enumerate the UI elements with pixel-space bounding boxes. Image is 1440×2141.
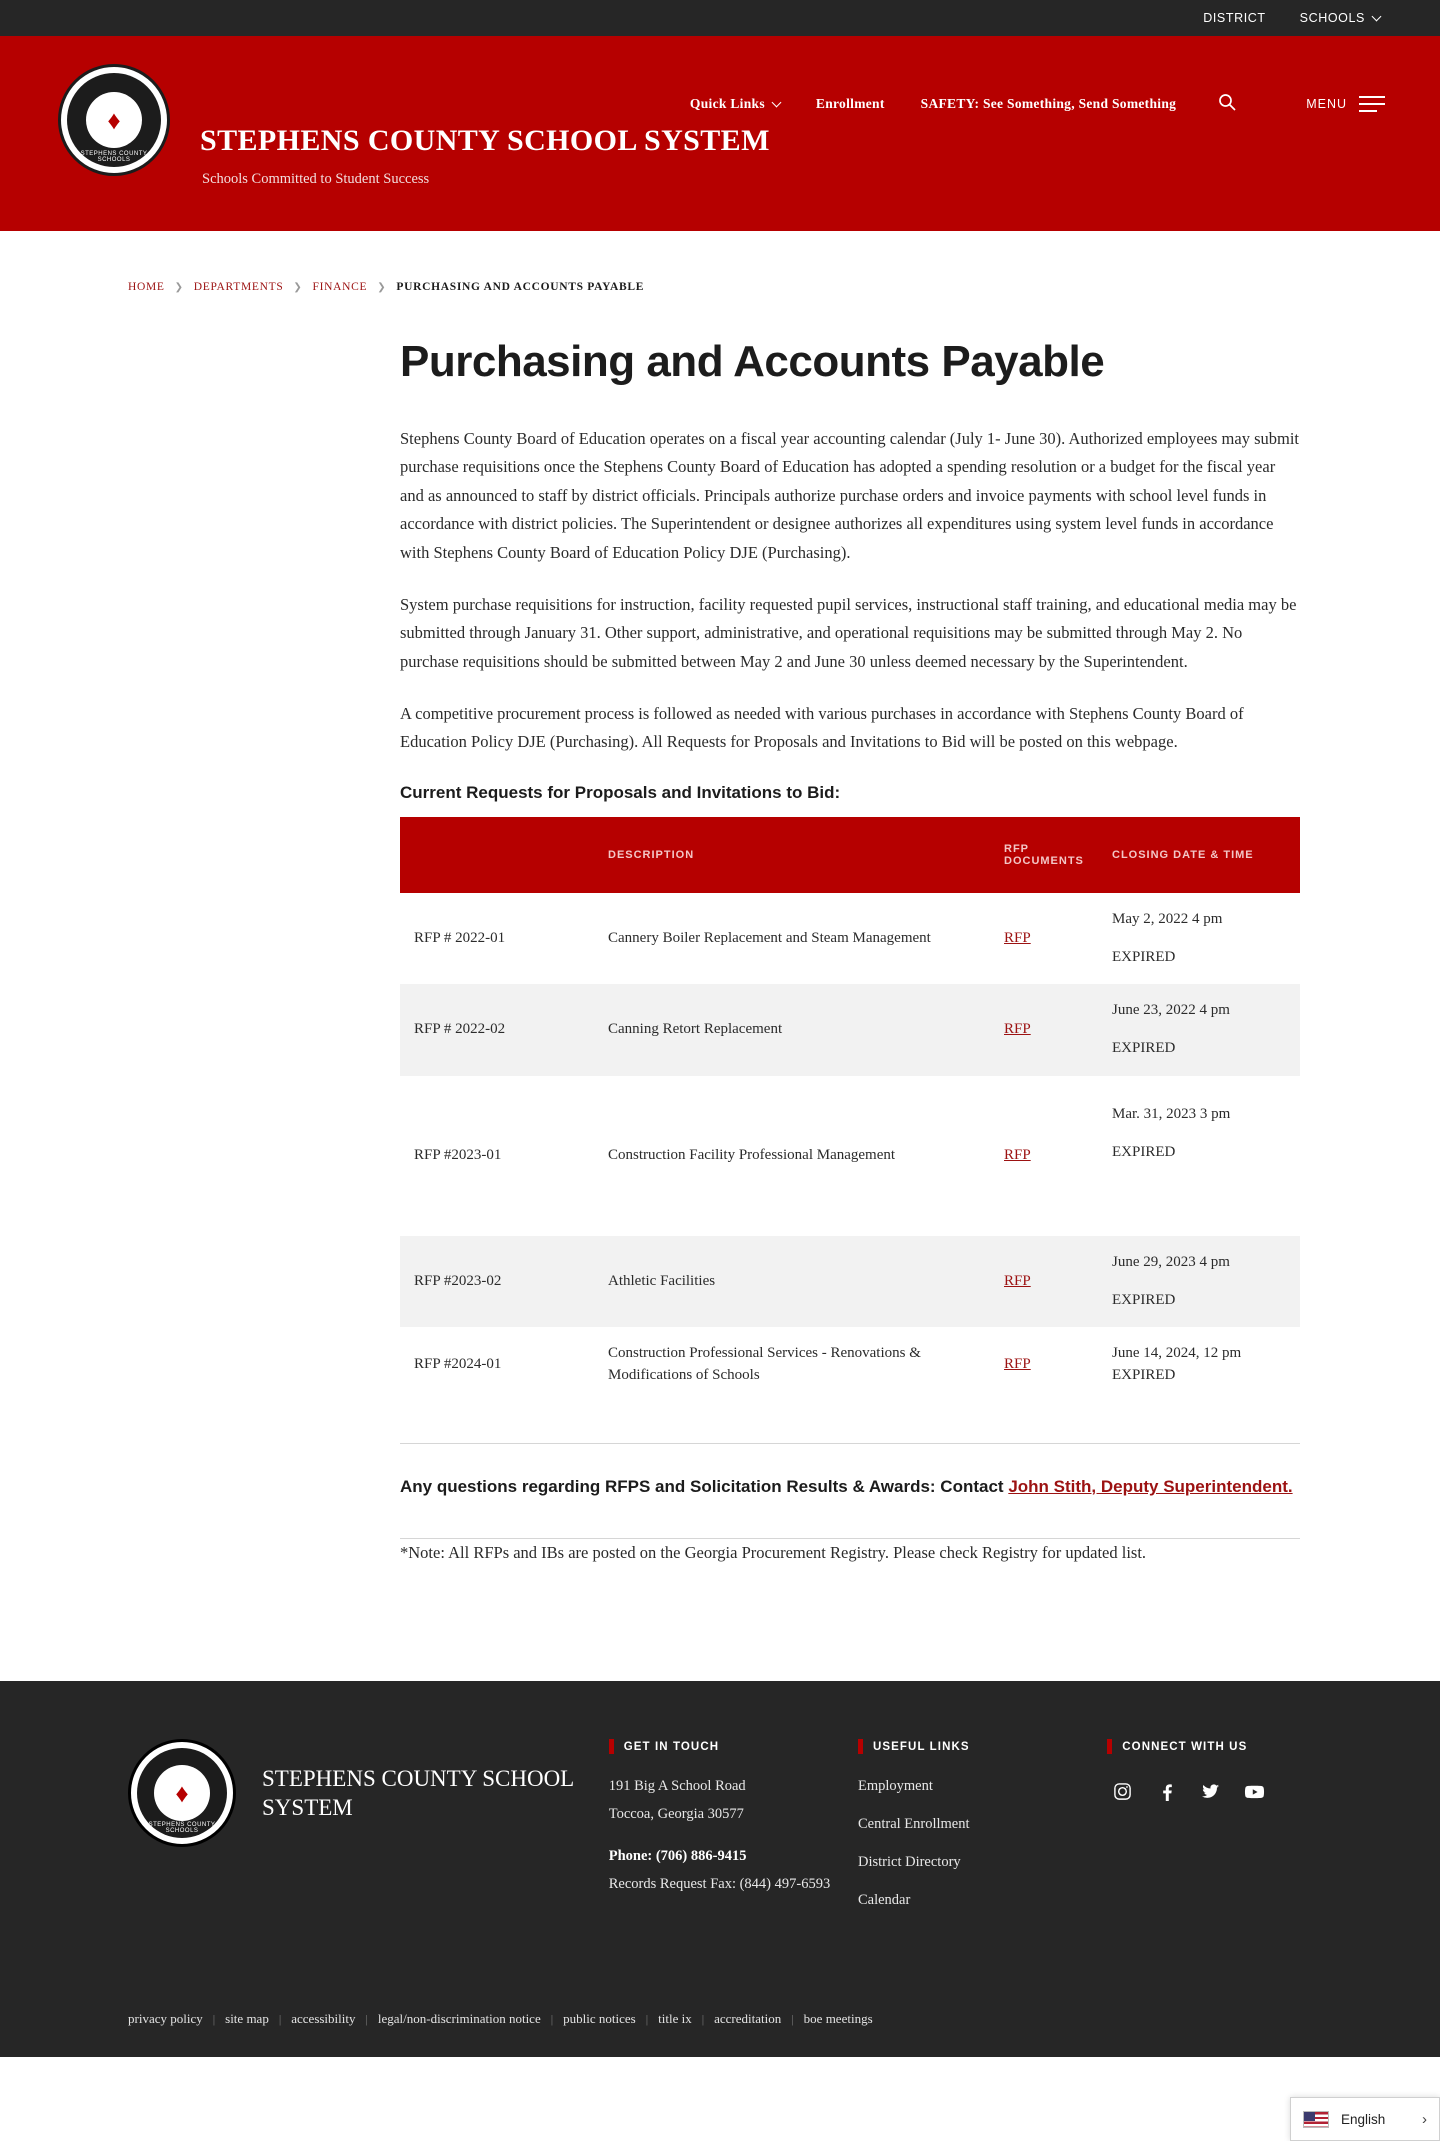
chevron-right-icon: ❯ [174,281,184,293]
language-label: English [1341,2111,1386,2127]
utility-item-district[interactable] [1203,11,1265,25]
table-row [400,893,1300,985]
table-row [400,984,1300,1076]
footer-heading-label: CONNECT WITH US [1122,1740,1248,1753]
main-content [0,281,1440,1681]
address-line-2: Toccoa, Georgia 30577 [608,1806,744,1823]
column-header-documents-line1: RFP [1004,842,1029,855]
phone-line [609,1846,858,1868]
breadcrumb-item-finance[interactable]: FINANCE [312,281,368,293]
menu-button[interactable] [1306,91,1385,117]
breadcrumb [128,281,1312,293]
accent-bar-icon [858,1739,863,1754]
link-divider: | [550,2011,554,2026]
address-line-1: 191 Big A School Road [608,1778,746,1795]
chevron-right-icon: ❯ [293,281,303,293]
logo-ring-text: STEPHENS COUNTY SCHOOLS [148,1822,216,1835]
column-header-id [400,817,598,893]
legal-link-accessibility[interactable]: accessibility [291,2011,356,2027]
twitter-icon[interactable] [1195,1776,1225,1806]
footer-brand [128,1739,609,1847]
rfp-link[interactable]: RFP [1004,1021,1031,1038]
status-badge: EXPIRED [1112,1291,1176,1308]
breadcrumb-item-home[interactable]: HOME [128,281,165,293]
table-header-row [400,817,1300,893]
chevron-right-icon: ❯ [377,281,387,293]
page-title: Purchasing and Accounts Payable [400,337,1105,386]
link-divider: | [365,2011,368,2026]
rfp-link[interactable]: RFP [1004,929,1031,946]
cell-document [994,1327,1102,1403]
nav-item-label: Quick Links [689,96,765,111]
cell-description: Athletic Facilities [598,1236,994,1328]
cell-closing [1102,1236,1300,1328]
link-divider: | [278,2011,282,2026]
chevron-down-icon [1372,12,1382,22]
logo-inner [67,73,161,167]
closing-date: June 23, 2022 4 pm [1112,1002,1230,1019]
breadcrumb-item-departments[interactable]: DEPARTMENTS [193,281,284,293]
cell-document [994,1236,1102,1328]
footer-heading-get-in-touch [609,1739,858,1754]
cell-document [994,893,1102,985]
link-divider: | [791,2011,794,2026]
phone-label: Phone: [608,1847,653,1864]
accent-bar-icon [609,1739,614,1754]
closing-date: Mar. 31, 2023 3 pm [1112,1105,1231,1122]
nav-item-label: SAFETY: See Something, Send Something [920,96,1177,111]
language-selector[interactable] [1290,2097,1440,2141]
social-icon-row [1107,1776,1312,1806]
column-header-description: DESCRIPTION [598,817,994,893]
article-body [400,425,1300,1567]
mascot-icon: ♦ [154,1765,210,1821]
cell-closing [1102,893,1300,985]
closing-date: June 29, 2023 4 pm [1112,1253,1230,1270]
utility-item-label: DISTRICT [1203,11,1266,25]
legal-link-non-discrimination[interactable]: legal/non-discrimination notice [377,2011,541,2027]
cell-id: RFP #2023-02 [400,1236,598,1328]
table-body [400,893,1300,1403]
table-row [400,1236,1300,1328]
footer-org-name: STEPHENS COUNTY SCHOOL SYSTEM [262,1765,574,1821]
footer-column-social [1107,1739,1312,1806]
mascot-icon: ♦ [86,92,142,148]
column-header-documents [994,817,1102,893]
link-divider: | [645,2011,649,2026]
divider [400,1443,1300,1444]
utility-bar [0,0,1440,36]
column-header-documents-line2: DOCUMENTS [1004,854,1084,867]
hamburger-icon [1359,91,1385,117]
contact-prefix: Any questions regarding RFPS and Solicitation Results & Awards: Contact [400,1476,1009,1496]
cell-id: RFP # 2022-02 [400,984,598,1076]
footer-link-district-directory[interactable]: District Directory [857,1853,961,1870]
primary-nav [654,91,1385,117]
footer-heading-label: USEFUL LINKS [872,1740,970,1753]
legal-link-privacy-policy[interactable]: privacy policy [128,2011,203,2027]
instagram-icon[interactable] [1107,1776,1137,1806]
footer-logo[interactable] [128,1739,236,1847]
cell-description: Canning Retort Replacement [598,984,994,1076]
nav-item-label: Enrollment [815,96,885,111]
cell-description: Construction Professional Services - Renovations & Modifications of Schools [608,1345,921,1383]
paragraph-3: A competitive procurement process is followed as needed with various purchases in accordance with Stephens County Board of Education Policy DJE (Purchasing). All Requests for Proposals and Invitations to Bid will be posted on this webpage. [400,704,1244,752]
column-header-closing: CLOSING DATE & TIME [1102,817,1300,893]
chevron-right-icon: › [1422,2110,1427,2128]
paragraph-2: System purchase requisitions for instruction, facility requested pupil services, instructional staff training, and educational media may be submitted through January 31. Other support, administrative, and operational requisitions may be submitted through May 2. No purchase requisitions should be submitted between May 2 and June 30 unless deemed necessary by the Superintendent. [400,594,1297,671]
status-badge: EXPIRED [1112,1367,1176,1383]
accent-bar-icon [1107,1739,1112,1754]
footer-heading-label: GET IN TOUCH [623,1740,720,1753]
cell-closing [1102,1076,1300,1236]
nav-item-safety[interactable] [921,96,1177,112]
registry-note: *Note: All RFPs and IBs are posted on the Georgia Procurement Registry. Please check Registry for updated list. [400,1543,1147,1563]
site-title: STEPHENS COUNTY SCHOOL SYSTEM [200,124,770,157]
youtube-icon[interactable] [1239,1776,1269,1806]
status-badge: EXPIRED [1112,1143,1176,1160]
site-header [0,36,1440,231]
rfp-table [400,817,1300,1403]
contact-line [400,1474,1300,1500]
nav-item-enrollment[interactable] [816,96,885,112]
logo-inner [137,1748,227,1838]
status-badge: EXPIRED [1112,948,1176,965]
rfp-link[interactable]: RFP [1004,1146,1031,1163]
section-heading: Current Requests for Proposals and Invitations to Bid: [400,782,841,802]
footer-link-calendar[interactable]: Calendar [857,1891,911,1908]
table-header [400,817,1300,893]
legal-link-accreditation[interactable]: accreditation [714,2011,782,2027]
fax-line: Records Request Fax: (844) 497-6593 [608,1875,831,1892]
closing-date: June 14, 2024, 12 pm [1112,1345,1242,1362]
rfp-link[interactable]: RFP [1004,1272,1031,1289]
legal-link-public-notices[interactable]: public notices [563,2011,636,2027]
cell-id: RFP #2023-01 [414,1146,502,1163]
cell-id: RFP #2024-01 [414,1356,502,1373]
link-divider: | [701,2011,705,2026]
phone-number: (706) 886-9415 [655,1847,747,1864]
table-row [400,1076,1300,1236]
site-tagline: Schools Committed to Student Success [202,171,430,187]
footer-heading-useful-links [858,1739,1107,1754]
logo-ring-text: STEPHENS COUNTY SCHOOLS [80,151,148,163]
rfp-link[interactable]: RFP [1004,1356,1031,1373]
us-flag-icon [1303,2111,1329,2128]
legal-link-title-ix[interactable]: title ix [658,2011,692,2027]
footer-link-employment[interactable]: Employment [857,1778,933,1795]
status-badge: EXPIRED [1112,1040,1176,1056]
cell-id: RFP # 2022-01 [414,929,506,946]
footer-heading-connect [1107,1739,1312,1754]
legal-link-site-map[interactable]: site map [225,2011,269,2027]
site-footer [0,1681,1440,2057]
closing-date: May 2, 2022 4 pm [1112,910,1223,927]
paragraph-1: Stephens County Board of Education operates on a fiscal year accounting calendar (July 1- June 30). Authorized employees may submit purchase requisitions once the Stephens County Board of Education has adopted a spending resolution or a budget for the fiscal year and as announced to staff by district officials. Principals authorize purchase orders and invoice payments with school level funds in accordance with district policies. The Superintendent or designee authorizes all expenditures using system level funds in accordance with Stephens County Board of Education Policy DJE (Purchasing). [400,429,1300,562]
footer-column-contact [609,1739,858,1901]
cell-description: Cannery Boiler Replacement and Steam Management [608,929,931,946]
cell-document [994,1076,1102,1236]
utility-item-schools[interactable] [1300,11,1380,25]
cell-document [994,984,1102,1076]
cell-description: Construction Facility Professional Management [608,1146,896,1163]
footer-link-central-enrollment[interactable]: Central Enrollment [857,1816,970,1833]
legal-link-boe-meetings[interactable]: boe meetings [803,2011,873,2027]
footer-column-useful-links [858,1739,1107,1927]
nav-item-quick-links[interactable] [690,96,780,112]
link-divider: | [212,2011,216,2026]
district-logo[interactable] [58,64,170,176]
search-icon[interactable] [1218,93,1236,116]
utility-item-label: SCHOOLS [1299,11,1365,25]
menu-label: MENU [1306,97,1347,111]
chevron-down-icon [771,98,781,108]
footer-legal-links [128,1989,1312,2057]
contact-link[interactable]: John Stith, Deputy Superintendent. [1008,1476,1293,1496]
breadcrumb-current: PURCHASING AND ACCOUNTS PAYABLE [396,281,645,293]
cell-closing [1102,1327,1300,1403]
cell-closing [1102,984,1300,1076]
table-row [400,1327,1300,1403]
facebook-icon[interactable] [1151,1776,1181,1806]
